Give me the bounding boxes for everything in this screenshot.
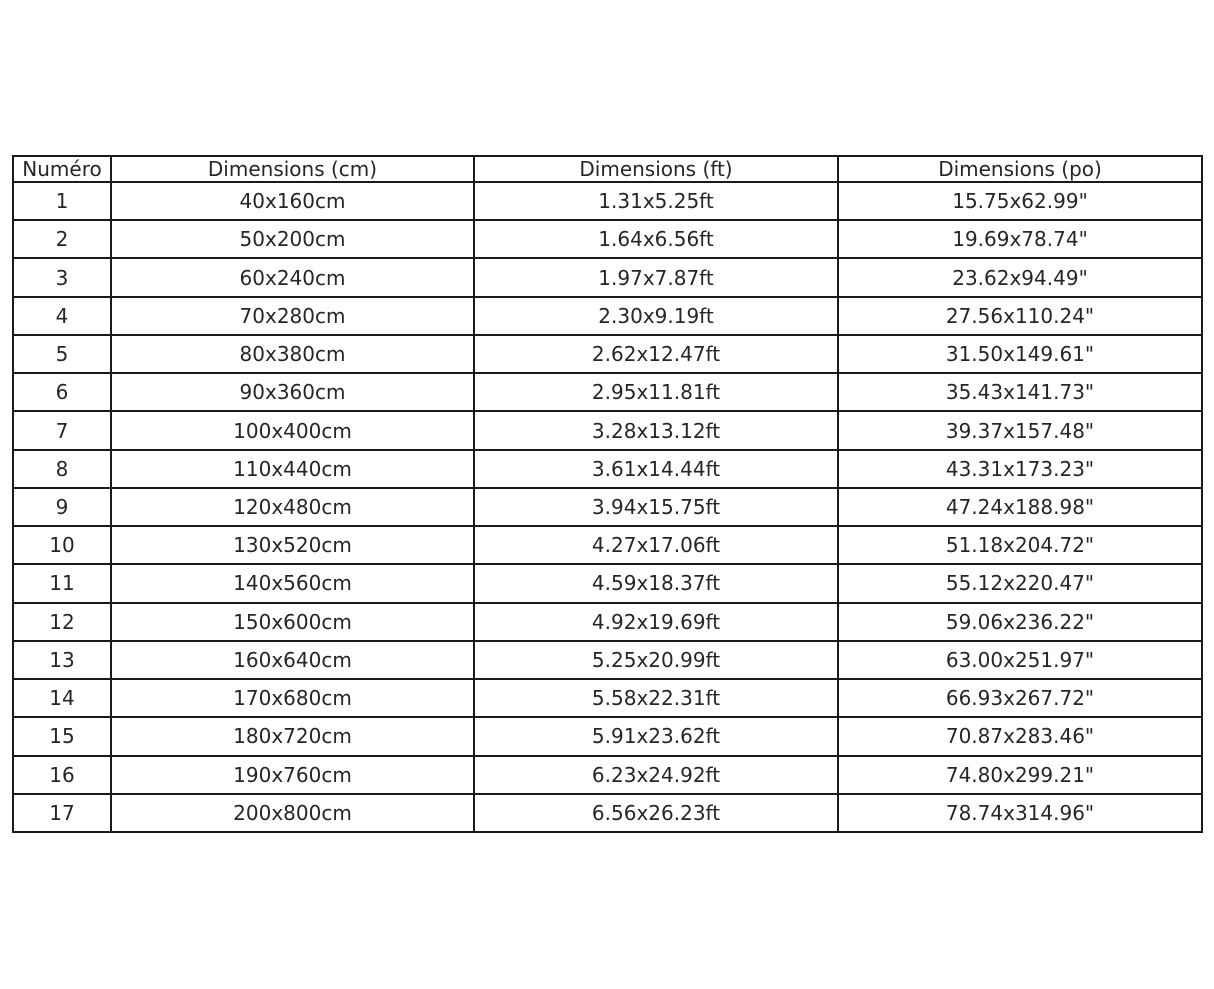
table-cell: 39.37x157.48" (838, 411, 1202, 449)
table-cell: 27.56x110.24" (838, 297, 1202, 335)
table-cell: 19.69x78.74" (838, 220, 1202, 258)
table-cell: 55.12x220.47" (838, 564, 1202, 602)
table-row (13, 564, 1202, 602)
table-cell: 4.27x17.06ft (474, 526, 838, 564)
table-cell: 4.92x19.69ft (474, 603, 838, 641)
table-row (13, 182, 1202, 220)
table-cell: 110x440cm (111, 450, 474, 488)
table-row (13, 488, 1202, 526)
column-header: Dimensions (cm) (111, 156, 474, 182)
table-cell: 1.64x6.56ft (474, 220, 838, 258)
table-cell: 3.28x13.12ft (474, 411, 838, 449)
table-cell: 170x680cm (111, 679, 474, 717)
table-cell: 35.43x141.73" (838, 373, 1202, 411)
table-cell: 16 (13, 756, 111, 794)
table-cell: 12 (13, 603, 111, 641)
table-cell: 2.30x9.19ft (474, 297, 838, 335)
table-cell: 11 (13, 564, 111, 602)
table-cell: 14 (13, 679, 111, 717)
table-body (13, 182, 1202, 832)
table-row (13, 450, 1202, 488)
table-cell: 1.97x7.87ft (474, 258, 838, 296)
table-cell: 7 (13, 411, 111, 449)
table-row (13, 717, 1202, 755)
table-cell: 6 (13, 373, 111, 411)
table-cell: 63.00x251.97" (838, 641, 1202, 679)
table-cell: 15 (13, 717, 111, 755)
table-cell: 140x560cm (111, 564, 474, 602)
table-cell: 6.23x24.92ft (474, 756, 838, 794)
table-cell: 8 (13, 450, 111, 488)
table-row (13, 641, 1202, 679)
table-cell: 59.06x236.22" (838, 603, 1202, 641)
table-cell: 4 (13, 297, 111, 335)
table-row (13, 335, 1202, 373)
table-cell: 5.91x23.62ft (474, 717, 838, 755)
table-cell: 6.56x26.23ft (474, 794, 838, 832)
table-row (13, 258, 1202, 296)
header-row (13, 156, 1202, 182)
table-cell: 17 (13, 794, 111, 832)
table-cell: 200x800cm (111, 794, 474, 832)
table-cell: 2 (13, 220, 111, 258)
table-cell: 4.59x18.37ft (474, 564, 838, 602)
table-cell: 74.80x299.21" (838, 756, 1202, 794)
table-cell: 80x380cm (111, 335, 474, 373)
table-cell: 190x760cm (111, 756, 474, 794)
table-row (13, 373, 1202, 411)
table-cell: 13 (13, 641, 111, 679)
table-row (13, 794, 1202, 832)
table-cell: 5 (13, 335, 111, 373)
table-cell: 2.62x12.47ft (474, 335, 838, 373)
table-row (13, 297, 1202, 335)
table-row (13, 526, 1202, 564)
table-cell: 23.62x94.49" (838, 258, 1202, 296)
table-cell: 10 (13, 526, 111, 564)
table-cell: 160x640cm (111, 641, 474, 679)
table-row (13, 679, 1202, 717)
table-cell: 15.75x62.99" (838, 182, 1202, 220)
table-cell: 130x520cm (111, 526, 474, 564)
table-cell: 100x400cm (111, 411, 474, 449)
table-cell: 70.87x283.46" (838, 717, 1202, 755)
table-cell: 60x240cm (111, 258, 474, 296)
table-cell: 31.50x149.61" (838, 335, 1202, 373)
table-cell: 2.95x11.81ft (474, 373, 838, 411)
table-cell: 51.18x204.72" (838, 526, 1202, 564)
table-cell: 150x600cm (111, 603, 474, 641)
table-cell: 3.94x15.75ft (474, 488, 838, 526)
table-cell: 5.25x20.99ft (474, 641, 838, 679)
dimensions-table (12, 155, 1203, 833)
table-row (13, 603, 1202, 641)
table-cell: 40x160cm (111, 182, 474, 220)
table-cell: 70x280cm (111, 297, 474, 335)
table-cell: 90x360cm (111, 373, 474, 411)
column-header: Numéro (13, 156, 111, 182)
table-cell: 47.24x188.98" (838, 488, 1202, 526)
table-cell: 120x480cm (111, 488, 474, 526)
table-cell: 5.58x22.31ft (474, 679, 838, 717)
table-cell: 9 (13, 488, 111, 526)
table-cell: 180x720cm (111, 717, 474, 755)
table-cell: 3.61x14.44ft (474, 450, 838, 488)
table-cell: 66.93x267.72" (838, 679, 1202, 717)
table-cell: 50x200cm (111, 220, 474, 258)
table-cell: 78.74x314.96" (838, 794, 1202, 832)
table-row (13, 756, 1202, 794)
column-header: Dimensions (ft) (474, 156, 838, 182)
table-cell: 1.31x5.25ft (474, 182, 838, 220)
column-header: Dimensions (po) (838, 156, 1202, 182)
table-row (13, 411, 1202, 449)
table-cell: 43.31x173.23" (838, 450, 1202, 488)
table-cell: 1 (13, 182, 111, 220)
table-row (13, 220, 1202, 258)
table-cell: 3 (13, 258, 111, 296)
